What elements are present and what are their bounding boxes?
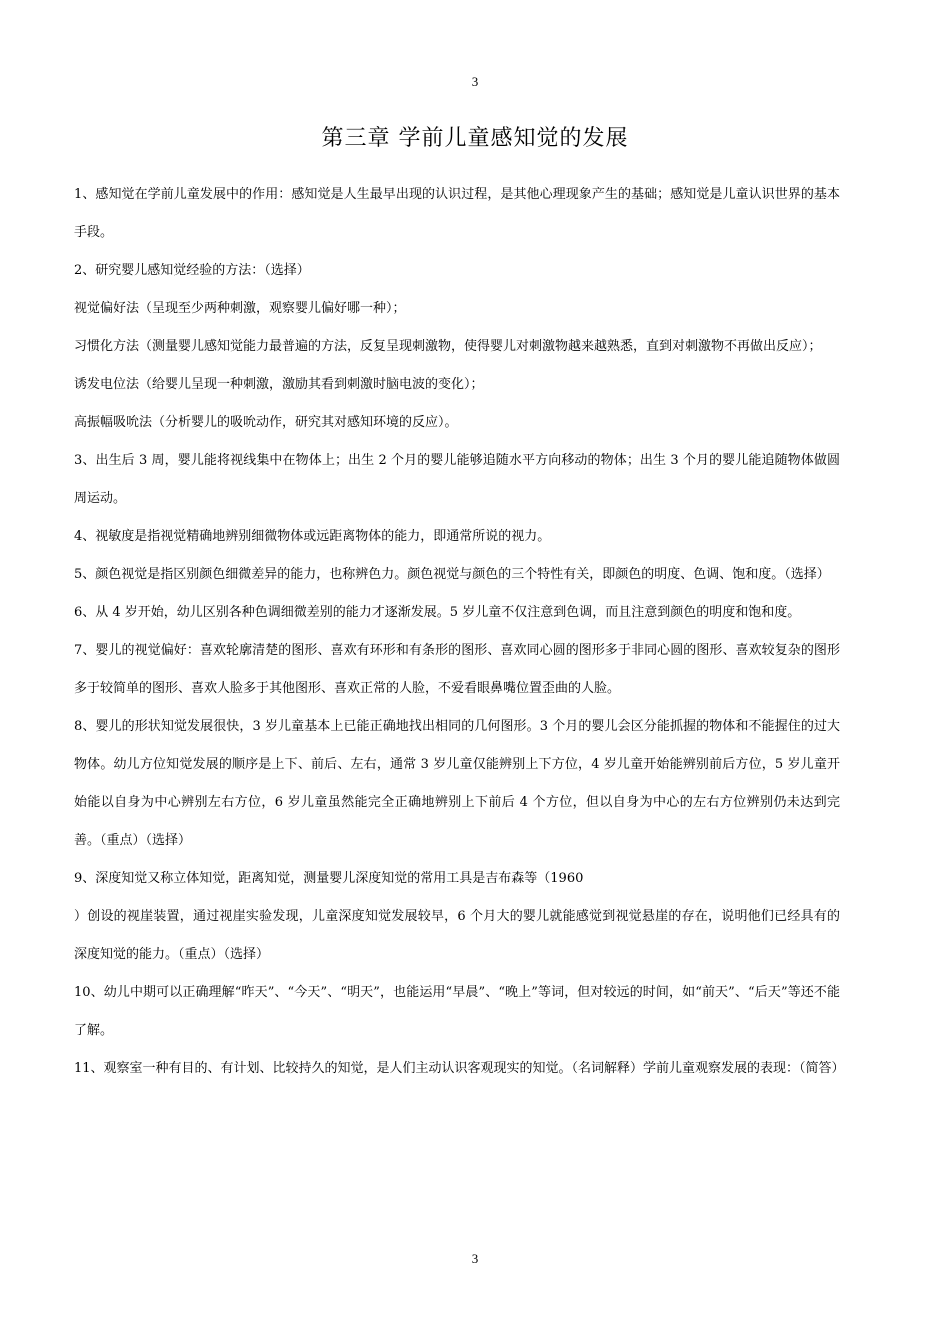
paragraph-method-visual-preference: 视觉偏好法（呈现至少两种刺激，观察婴儿偏好哪一种）； [74,301,406,316]
paragraph-7: 7、婴儿的视觉偏好：喜欢轮廓清楚的图形、喜欢有环形和有条形的图形、喜欢同心圆的图形多于非同心圆的图形、喜欢较复杂的图形多于较简单的图形、喜欢人脸多于其他图形、喜欢正常的人脸，不爱看眼鼻嘴位置歪曲的人脸。 [74,643,840,696]
paragraph-3: 3、出生后 3 周，婴儿能将视线集中在物体上；出生 2 个月的婴儿能够追随水平方向移动的物体；出生 3 个月的婴儿能追随物体做圆周运动。 [74,453,840,506]
paragraph-2: 2、研究婴儿感知觉经验的方法：（选择） [74,263,310,278]
paragraph-method-habituation: 习惯化方法（测量婴儿感知觉能力最普遍的方法，反复呈现刺激物，使得婴儿对刺激物越来越熟悉，直到对刺激物不再做出反应）； [74,339,822,354]
paragraph-11: 11、观察室一种有目的、有计划、比较持久的知觉，是人们主动认识客观现实的知觉。（名词解释）学前儿童观察发展的表现：（简答） [74,1061,845,1076]
footer-page-number: 3 [471,1251,479,1266]
paragraph-8: 8、婴儿的形状知觉发展很快，3 岁儿童基本上已能正确地找出相同的几何图形。3 个月的婴儿会区分能抓握的物体和不能握住的过大物体。幼儿方位知觉发展的顺序是上下、前后、左右，通常 3 岁儿童仅能辨别上下方位，4 岁儿童开始能辨别前后方位，5 岁儿童开始能以自身为中心辨别左右方位，6 岁儿童虽然能完全正确地辨别上下前后 4 个方位，但以自身为中心的左右方位辨别仍未达到完善。（重点）（选择） [74,719,840,848]
document-body [74,176,845,1088]
chapter-title: 第三章 学前儿童感知觉的发展 [321,126,629,151]
paragraph-method-sucking: 高振幅吸吮法（分析婴儿的吸吮动作，研究其对感知环境的反应）。 [74,415,458,430]
paragraph-9: 9、深度知觉又称立体知觉，距离知觉，测量婴儿深度知觉的常用工具是吉布森等（1960 [74,871,584,886]
paragraph-5: 5、颜色视觉是指区别颜色细微差异的能力，也称辨色力。颜色视觉与颜色的三个特性有关，即颜色的明度、色调、饱和度。（选择） [74,567,830,582]
paragraph-4: 4、视敏度是指视觉精确地辨别细微物体或远距离物体的能力，即通常所说的视力。 [74,529,551,544]
paragraph-1: 1、感知觉在学前儿童发展中的作用：感知觉是人生最早出现的认识过程，是其他心理现象产生的基础；感知觉是儿童认识世界的基本手段。 [74,187,840,240]
header-page-number: 3 [471,74,479,89]
paragraph-6: 6、从 4 岁开始，幼儿区别各种色调细微差别的能力才逐渐发展。5 岁儿童不仅注意到色调，而且注意到颜色的明度和饱和度。 [74,605,801,620]
paragraph-method-evoked-potential: 诱发电位法（给婴儿呈现一种刺激，激励其看到刺激时脑电波的变化）； [74,377,484,392]
paragraph-9-continued: ）创设的视崖装置，通过视崖实验发现，儿童深度知觉发展较早，6 个月大的婴儿就能感觉到视觉悬崖的存在，说明他们已经具有的深度知觉的能力。（重点）（选择） [74,909,840,962]
paragraph-10: 10、幼儿中期可以正确理解“昨天”、“今天”、“明天”，也能运用“早晨”、“晚上”等词，但对较远的时间，如“前天”、“后天”等还不能了解。 [74,985,840,1038]
